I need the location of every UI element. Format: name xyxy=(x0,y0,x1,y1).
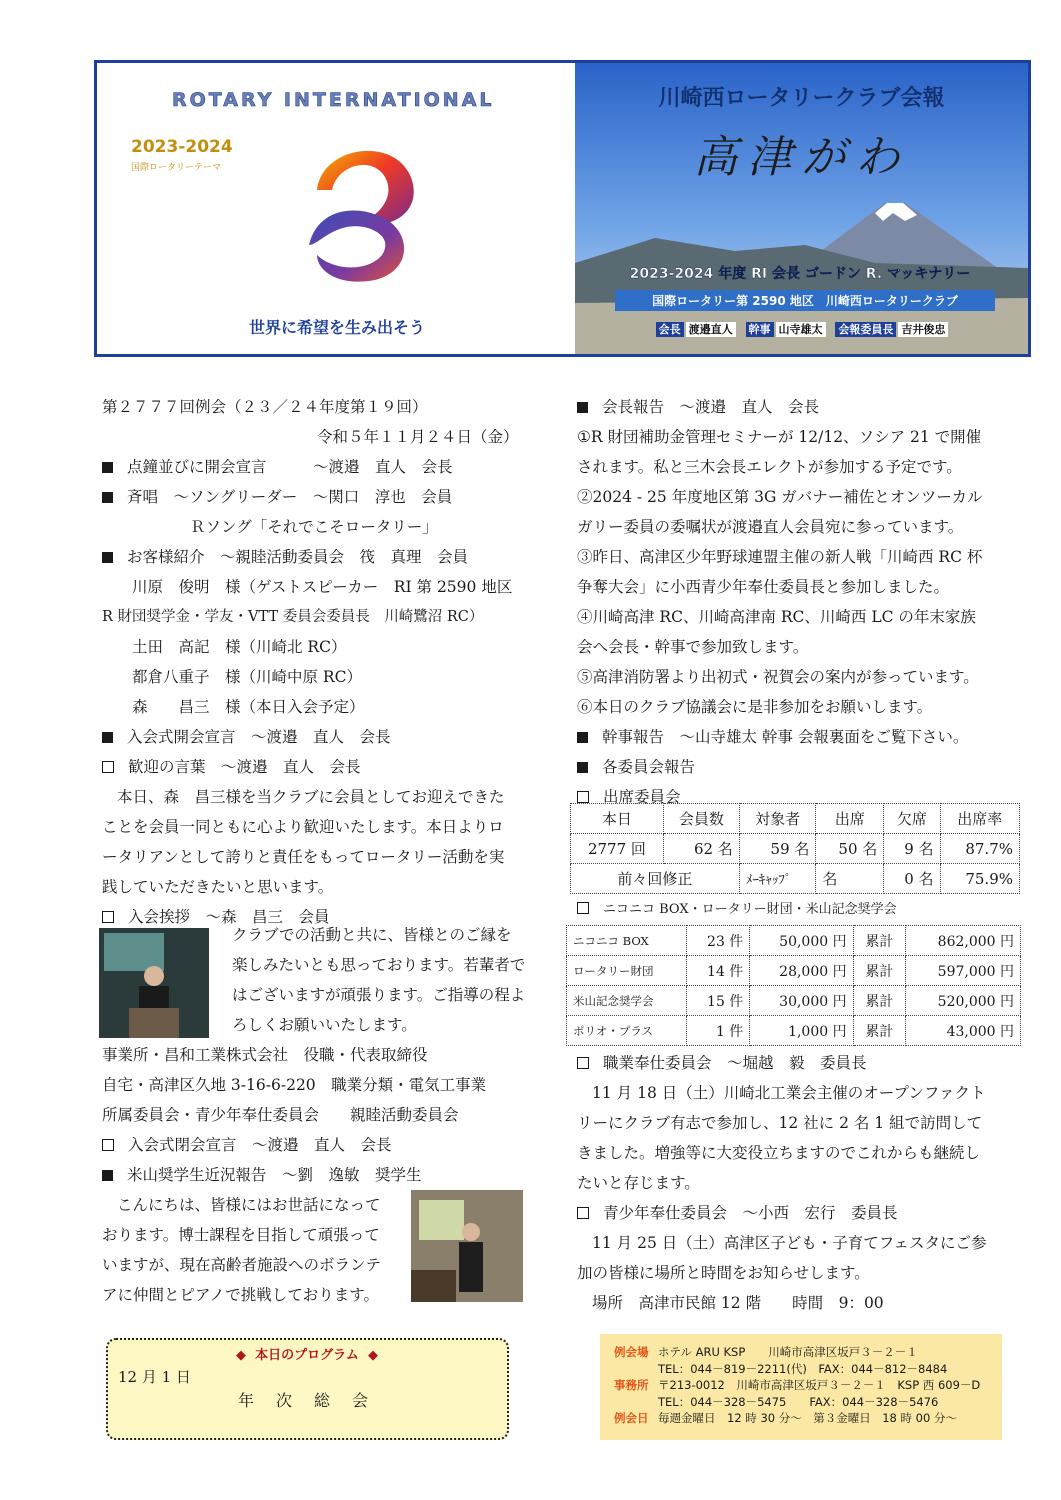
new-member-photo xyxy=(99,928,209,1038)
table-cell: 1 件 xyxy=(687,1016,750,1046)
report-heading: 会長報告 ～渡邉 直人 会長 xyxy=(577,392,1022,422)
table-cell: 0 名 xyxy=(884,864,940,894)
table-cell: 累計 xyxy=(853,926,906,956)
table-cell: ポリオ・プラス xyxy=(567,1016,687,1046)
vocation-text: きました。増強等に大変役立ちますのでこれからも継続し xyxy=(577,1144,981,1162)
program-title: ◆ 本日のプログラム ◆ xyxy=(236,1348,378,1363)
table-cell: 名 xyxy=(816,864,884,894)
theme-label: 国際ロータリーテーマ xyxy=(131,163,222,173)
table-header: 欠席 xyxy=(884,804,940,834)
president-report-line: ⑥本日のクラブ協議会に是非参加をお願いします。 xyxy=(577,698,933,716)
table-cell: 87.7% xyxy=(940,834,1019,864)
ri-theme-logo-icon xyxy=(287,135,437,285)
right-column xyxy=(577,392,1022,812)
officer-name: 山寺雄太 xyxy=(776,322,826,337)
table-cell: 累計 xyxy=(853,986,906,1016)
table-row xyxy=(567,1016,1021,1046)
report-heading: 職業奉仕委員会 ～堀越 毅 委員長 xyxy=(577,1048,1022,1078)
report-heading: 各委員会報告 xyxy=(577,752,1022,782)
committee-reports xyxy=(577,1048,1022,1318)
table-cell: 1,000 円 xyxy=(750,1016,853,1046)
theme-years: 2023-2024 xyxy=(131,137,233,157)
table-cell: ロータリー財団 xyxy=(567,956,687,986)
table-header: 対象者 xyxy=(739,804,816,834)
guest-line: 都倉八重子 様（川崎中原 RC） xyxy=(132,668,362,686)
agenda-item: Ｒソング「それでこそロータリー」 xyxy=(190,518,438,536)
table-cell: 30,000 円 xyxy=(750,986,853,1016)
table-header-row xyxy=(571,804,1020,834)
vocation-text: 11 月 18 日（土）川崎北工業会主催のオープンファクト xyxy=(592,1084,986,1102)
greeting-text: はございますが頑張ります。ご指導の程よ xyxy=(232,986,526,1004)
speaker-photo-icon xyxy=(99,928,209,1038)
table-cell: 14 件 xyxy=(687,956,750,986)
agenda-item: 入会挨拶 ～森 昌三 会員 xyxy=(102,902,547,932)
greeting-text: 楽しみたいとも思っております。若輩者で xyxy=(232,956,526,974)
table-cell: 43,000 円 xyxy=(906,1016,1021,1046)
table-cell: 75.9% xyxy=(940,864,1019,894)
welcome-text: ータリアンとして誇りと責任をもってロータリー活動を実 xyxy=(102,848,505,866)
report-heading: 青少年奉仕委員会 ～小西 宏行 委員長 xyxy=(577,1198,1022,1228)
president-report-line: されます。私と三木会長エレクトが参加する予定です。 xyxy=(577,458,962,476)
attendance-table xyxy=(570,803,1020,894)
guest-line: R 財団奨学金・学友・VTT 委員会委員長 川崎鷺沼 RC） xyxy=(102,609,484,625)
greeting-text: クラブでの活動と共に、皆様とのご縁を xyxy=(232,926,512,944)
diamond-icon: ◆ xyxy=(236,1348,246,1363)
donation-heading: ニコニコ BOX・ロータリー財団・米山記念奨学会 xyxy=(577,895,897,925)
table-cell: 59 名 xyxy=(739,834,816,864)
officer-name: 吉井俊忠 xyxy=(898,322,948,337)
table-cell: 米山記念奨学会 xyxy=(567,986,687,1016)
president-report-line: ②2024 - 25 年度地区第 3G ガバナー補佐とオンツーカル xyxy=(577,488,983,506)
profile-line: 自宅・高津区久地 3-16-6-220 職業分類・電気工事業 xyxy=(102,1076,487,1094)
guest-line: 川原 俊明 様（ゲストスピーカー RI 第 2590 地区 xyxy=(132,578,513,596)
officer-role: 幹事 xyxy=(746,322,774,337)
youth-text: 場所 高津市民館 12 階 時間 9：00 xyxy=(592,1294,884,1312)
table-row xyxy=(567,986,1021,1016)
agenda-item: 入会式開会宣言 ～渡邉 直人 会長 xyxy=(102,722,547,752)
welcome-text: 践していただきたいと思います。 xyxy=(102,878,334,896)
greeting-text: ろしくお願いいたします。 xyxy=(232,1016,417,1034)
agenda-item: 米山奨学生近況報告 ～劉 逸敏 奨学生 xyxy=(102,1160,547,1190)
agenda-item: 入会式閉会宣言 ～渡邉 直人 会長 xyxy=(102,1130,547,1160)
program-box xyxy=(106,1338,509,1440)
table-header: 会員数 xyxy=(663,804,739,834)
table-header: 本日 xyxy=(571,804,664,834)
table-cell: 前々回修正 xyxy=(571,864,740,894)
program-date: 12 月 1 日 xyxy=(118,1368,191,1386)
table-row xyxy=(567,956,1021,986)
scholar-text: いますが、現在高齢者施設へのボランテ xyxy=(102,1256,382,1274)
president-report-line: ⑤高津消防署より出初式・祝賀会の案内が参っています。 xyxy=(577,668,979,686)
report-heading: 幹事報告 ～山寺雄太 幹事 会報裏面をご覧下さい。 xyxy=(577,722,1022,752)
officer-role: 会報委員長 xyxy=(835,322,896,337)
scholar-text: おります。博士課程を目指して頑張って xyxy=(102,1226,380,1244)
vocation-text: たいと存じます。 xyxy=(577,1174,700,1192)
table-cell: 15 件 xyxy=(687,986,750,1016)
table-cell: ﾒｰｷｬｯﾌﾟ xyxy=(739,864,816,894)
scholar-text: アに仲間とピアノで挑戦しております。 xyxy=(102,1286,379,1304)
club-bulletin-title: 川崎西ロータリークラブ会報 xyxy=(658,86,945,111)
meeting-day-line: 例会日 毎週金曜日 12 時 30 分～ 第３金曜日 18 時 00 分～ xyxy=(614,1411,957,1425)
table-cell: 62 名 xyxy=(663,834,739,864)
ri-president-band: 2023-2024 年度 RI 会長 ゴードン R. マッキナリー xyxy=(629,266,971,282)
table-header: 出席 xyxy=(816,804,884,834)
table-cell: 862,000 円 xyxy=(906,926,1021,956)
president-report-line: ③昨日、高津区少年野球連盟主催の新人戦「川崎西 RC 杯 xyxy=(577,548,983,566)
officer-role: 会長 xyxy=(656,322,684,337)
office-line: 事務所 〒213-0012 川崎市高津区坂戸３－２－１ KSP 西 609－D xyxy=(614,1378,981,1392)
left-column xyxy=(102,392,547,932)
table-cell: 2777 回 xyxy=(571,834,664,864)
table-cell: 累計 xyxy=(853,1016,906,1046)
president-report-line: 争奪大会」に小西青少年奉仕委員長と参加しました。 xyxy=(577,578,950,596)
club-name-calligraphy: 高津がわ xyxy=(693,132,910,183)
table-cell: 累計 xyxy=(853,956,906,986)
table-cell: 597,000 円 xyxy=(906,956,1021,986)
table-cell: ニコニコ BOX xyxy=(567,926,687,956)
club-title-panel xyxy=(575,63,1028,354)
meeting-date: 令和５年１１月２４日（金） xyxy=(317,428,519,446)
office-tel: TEL：044－328－5475 FAX：044－328－5476 xyxy=(658,1394,939,1409)
district-band: 国際ロータリー第 2590 地区 川崎西ロータリークラブ xyxy=(615,290,995,311)
welcome-text: ことを会員一同ともに心より歓迎いたします。本日よりロ xyxy=(102,818,504,836)
table-row xyxy=(567,926,1021,956)
profile-line: 事業所・昌和工業株式会社 役職・代表取締役 xyxy=(102,1046,428,1064)
greeting-block xyxy=(232,920,547,1040)
table-header: 出席率 xyxy=(940,804,1019,834)
president-report-line: 会へ会長・幹事で参加致します。 xyxy=(577,638,809,656)
venue-line: 例会場 ホテル ARU KSP 川崎市高津区坂戸３－２－１ xyxy=(614,1345,918,1359)
guest-line: 森 昌三 様（本日入会予定） xyxy=(132,698,365,716)
report-heading: 出席委員会 xyxy=(577,782,1022,812)
officer-name: 渡邉直人 xyxy=(686,322,736,337)
table-row xyxy=(571,864,1020,894)
table-cell: 23 件 xyxy=(687,926,750,956)
donation-table xyxy=(566,925,1021,1046)
table-cell: 50 名 xyxy=(816,834,884,864)
agenda-item: 歓迎の言葉 ～渡邉 直人 会長 xyxy=(102,752,547,782)
scholar-photo xyxy=(411,1190,523,1302)
theme-slogan: 世界に希望を生み出そう xyxy=(248,318,425,337)
ri-title: ROTARY INTERNATIONAL xyxy=(172,89,495,111)
youth-text: 11 月 25 日（土）高津区子ども・子育てフェスタにご参 xyxy=(592,1234,987,1252)
youth-text: 加の皆様に場所と時間をお知らせします。 xyxy=(577,1264,870,1282)
scholar-text: こんにちは、皆様にはお世話になって xyxy=(117,1196,381,1214)
guest-line: 土田 高記 様（川崎北 RC） xyxy=(132,638,347,656)
president-report-line: ④川崎高津 RC、川崎高津南 RC、川崎西 LC の年末家族 xyxy=(577,608,976,626)
table-cell: 9 名 xyxy=(884,834,940,864)
profile-block xyxy=(102,1040,547,1190)
ri-theme-panel xyxy=(97,63,577,354)
vocation-text: リーにクラブ有志で参加し、12 社に 2 名 1 組で訪問して xyxy=(577,1114,983,1132)
venue-tel: TEL：044－819－2211(代) FAX：044－812－8484 xyxy=(658,1361,948,1376)
meeting-number: 第２７７７回例会（２３／２４年度第１９回） xyxy=(102,398,428,416)
welcome-text: 本日、森 昌三様を当クラブに会員としてお迎えできた xyxy=(117,788,505,806)
program-content: 年 次 総 会 xyxy=(238,1391,372,1410)
table-row xyxy=(571,834,1020,864)
table-cell: 28,000 円 xyxy=(750,956,853,986)
agenda-item: 斉唱 ～ソングリーダー ～関口 淳也 会員 xyxy=(102,482,547,512)
president-report-line: ①R 財団補助金管理セミナーが 12/12、ソシア 21 で開催 xyxy=(577,428,982,446)
president-report-line: ガリー委員の委嘱状が渡邉直人会員宛に参っています。 xyxy=(577,518,964,536)
scholar-block xyxy=(102,1190,412,1310)
meeting-info-box xyxy=(600,1334,1002,1440)
scholar-photo-icon xyxy=(411,1190,523,1302)
agenda-item: 点鐘並びに開会宣言 ～渡邉 直人 会長 xyxy=(102,452,547,482)
table-cell: 520,000 円 xyxy=(906,986,1021,1016)
agenda-item: お客様紹介 ～親睦活動委員会 筏 真理 会員 xyxy=(102,542,547,572)
diamond-icon: ◆ xyxy=(368,1348,378,1363)
bulletin-header xyxy=(94,60,1031,357)
profile-line: 所属委員会・青少年奉仕委員会 親睦活動委員会 xyxy=(102,1106,459,1124)
officers-band xyxy=(615,321,995,337)
table-cell: 50,000 円 xyxy=(750,926,853,956)
